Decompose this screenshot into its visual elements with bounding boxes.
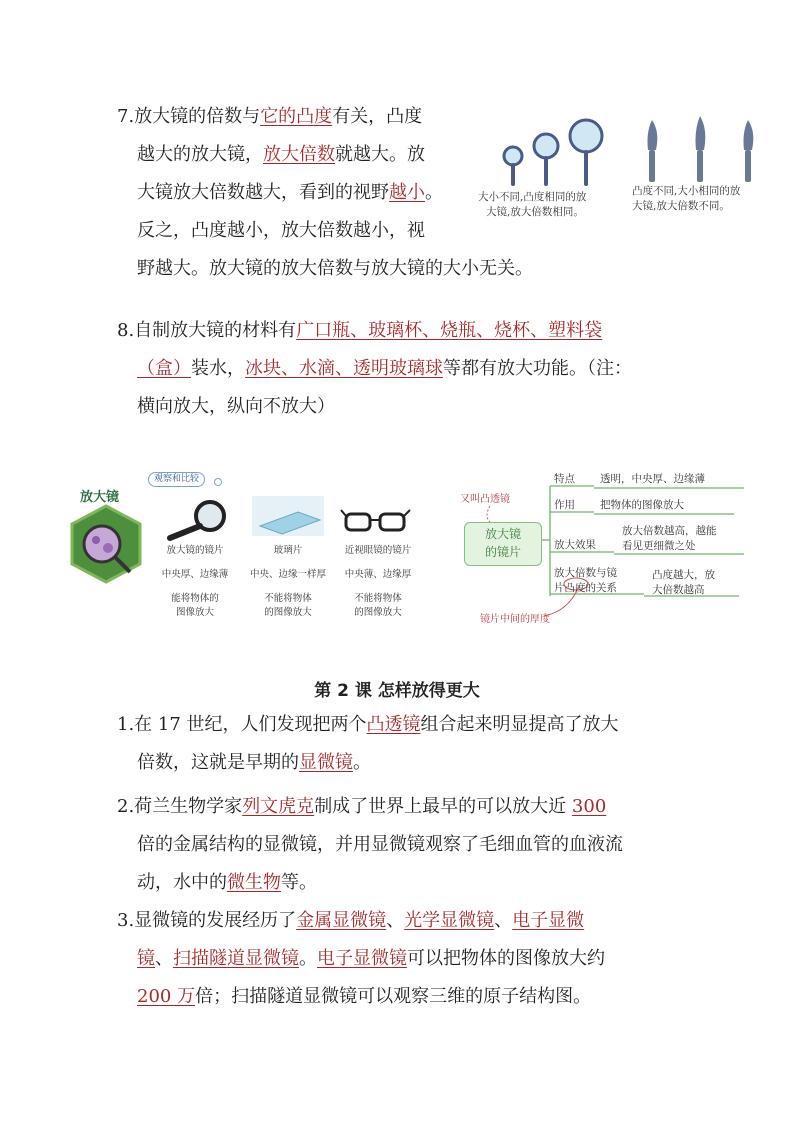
- lesson2-item-2: [117, 788, 697, 902]
- caption-same-convexity: 大小不同,凸度相同的放 大镜,放大倍数相同。: [478, 191, 587, 218]
- branch-feature-label: 特点: [554, 473, 575, 485]
- branch-function-label: 作用: [554, 499, 575, 511]
- item-7-line-5: 野越大。放大镜的放大倍数与放大镜的大小无关。: [137, 258, 533, 279]
- branch-effect-label: 放大效果: [554, 539, 596, 551]
- col-glass-plate: 玻璃片 中央、边缘一样厚 不能将物体 的图像放大: [249, 545, 326, 618]
- branch-relation-label: 放大倍数与镜 片凸度的关系: [554, 567, 617, 594]
- branch-function-value: 把物体的图像放大: [600, 499, 684, 511]
- item-8-line-2: （盒）装水，冰块、水滴、透明玻璃球等都有放大功能。（注：: [137, 358, 632, 379]
- figure-title: 放大镜: [80, 490, 120, 505]
- magnifier-figure: [478, 112, 778, 242]
- branch-feature-value: 透明，中央厚、边缘薄: [600, 473, 705, 485]
- item-8-line-1: 8.自制放大镜的材料有广口瓶、玻璃杯、烧瓶、烧杯、塑料袋: [117, 320, 603, 341]
- lesson-title: 第 2 课 怎样放得更大: [314, 681, 480, 701]
- item-2-line-1: 2.荷兰生物学家列文虎克制成了世界上最早的可以放大近 300: [117, 796, 607, 817]
- item-2-line-2: 倍的金属结构的显微镜，并用显微镜观察了毛细血管的血液流: [137, 834, 623, 855]
- item-7-line-3: 大镜放大倍数越大，看到的视野越小。: [137, 182, 443, 203]
- alias-label: 又叫凸透镜: [460, 494, 510, 505]
- col-myopia-glasses: 近视眼镜的镜片 中央薄、边缘厚 不能将物体 的图像放大: [344, 545, 412, 618]
- lens-comparison-figure: [64, 464, 434, 634]
- branch-effect-value: 放大倍数越高，越能 看见更细微之处: [622, 525, 717, 552]
- lesson2-item-1: [117, 706, 697, 782]
- caption-different-convexity: 凸度不同,大小相同的放 大镜,放大倍数不同。: [632, 185, 741, 212]
- myopia-glasses-image: [340, 502, 412, 542]
- col-magnifier: 放大镜的镜片 中央厚、边缘薄 能将物体的 图像放大: [161, 545, 229, 618]
- magnifiers-illustration: [498, 112, 648, 192]
- magnifier-lens-image: [160, 498, 232, 542]
- glass-plate-image: [250, 494, 326, 538]
- thickness-note: 镜片中间的厚度: [480, 614, 550, 625]
- flower-hexagon-photo: [68, 504, 144, 584]
- item-3-line-3: 200 万倍；扫描隧道显微镜可以观察三维的原子结构图。: [137, 986, 592, 1007]
- item-7-line-4: 反之，凸度越小，放大倍数越小，视: [137, 220, 425, 241]
- item-3-line-1: 3.显微镜的发展经历了金属显微镜、光学显微镜、电子显微: [117, 910, 585, 931]
- item-1-line-1: 1.在 17 世纪，人们发现把两个凸透镜组合起来明显提高了放大: [117, 714, 619, 735]
- lesson2-item-3: [117, 902, 697, 1016]
- item-2-line-3: 动，水中的微生物等。: [137, 872, 317, 893]
- branch-relation-value: 凸度越大，放 大倍数越高: [652, 569, 715, 596]
- item-1-line-2: 倍数，这就是早期的显微镜。: [137, 752, 371, 773]
- observe-compare-tag: 观察和比较: [148, 472, 205, 487]
- lens-mindmap: [454, 466, 754, 636]
- knives-illustration: [638, 112, 768, 192]
- item-3-line-2: 镜、扫描隧道显微镜。电子显微镜可以把物体的图像放大约: [137, 948, 605, 969]
- item-7-line-2: 越大的放大镜，放大倍数就越大。放: [137, 144, 425, 165]
- tag-dot: [214, 478, 222, 486]
- item-7-line-1: 7.放大镜的倍数与它的凸度有关，凸度: [117, 106, 423, 127]
- mindmap-center-node: 放大镜 的镜片: [464, 522, 542, 566]
- item-8: [117, 312, 697, 426]
- item-8-line-3: 横向放大，纵向不放大）: [137, 396, 335, 417]
